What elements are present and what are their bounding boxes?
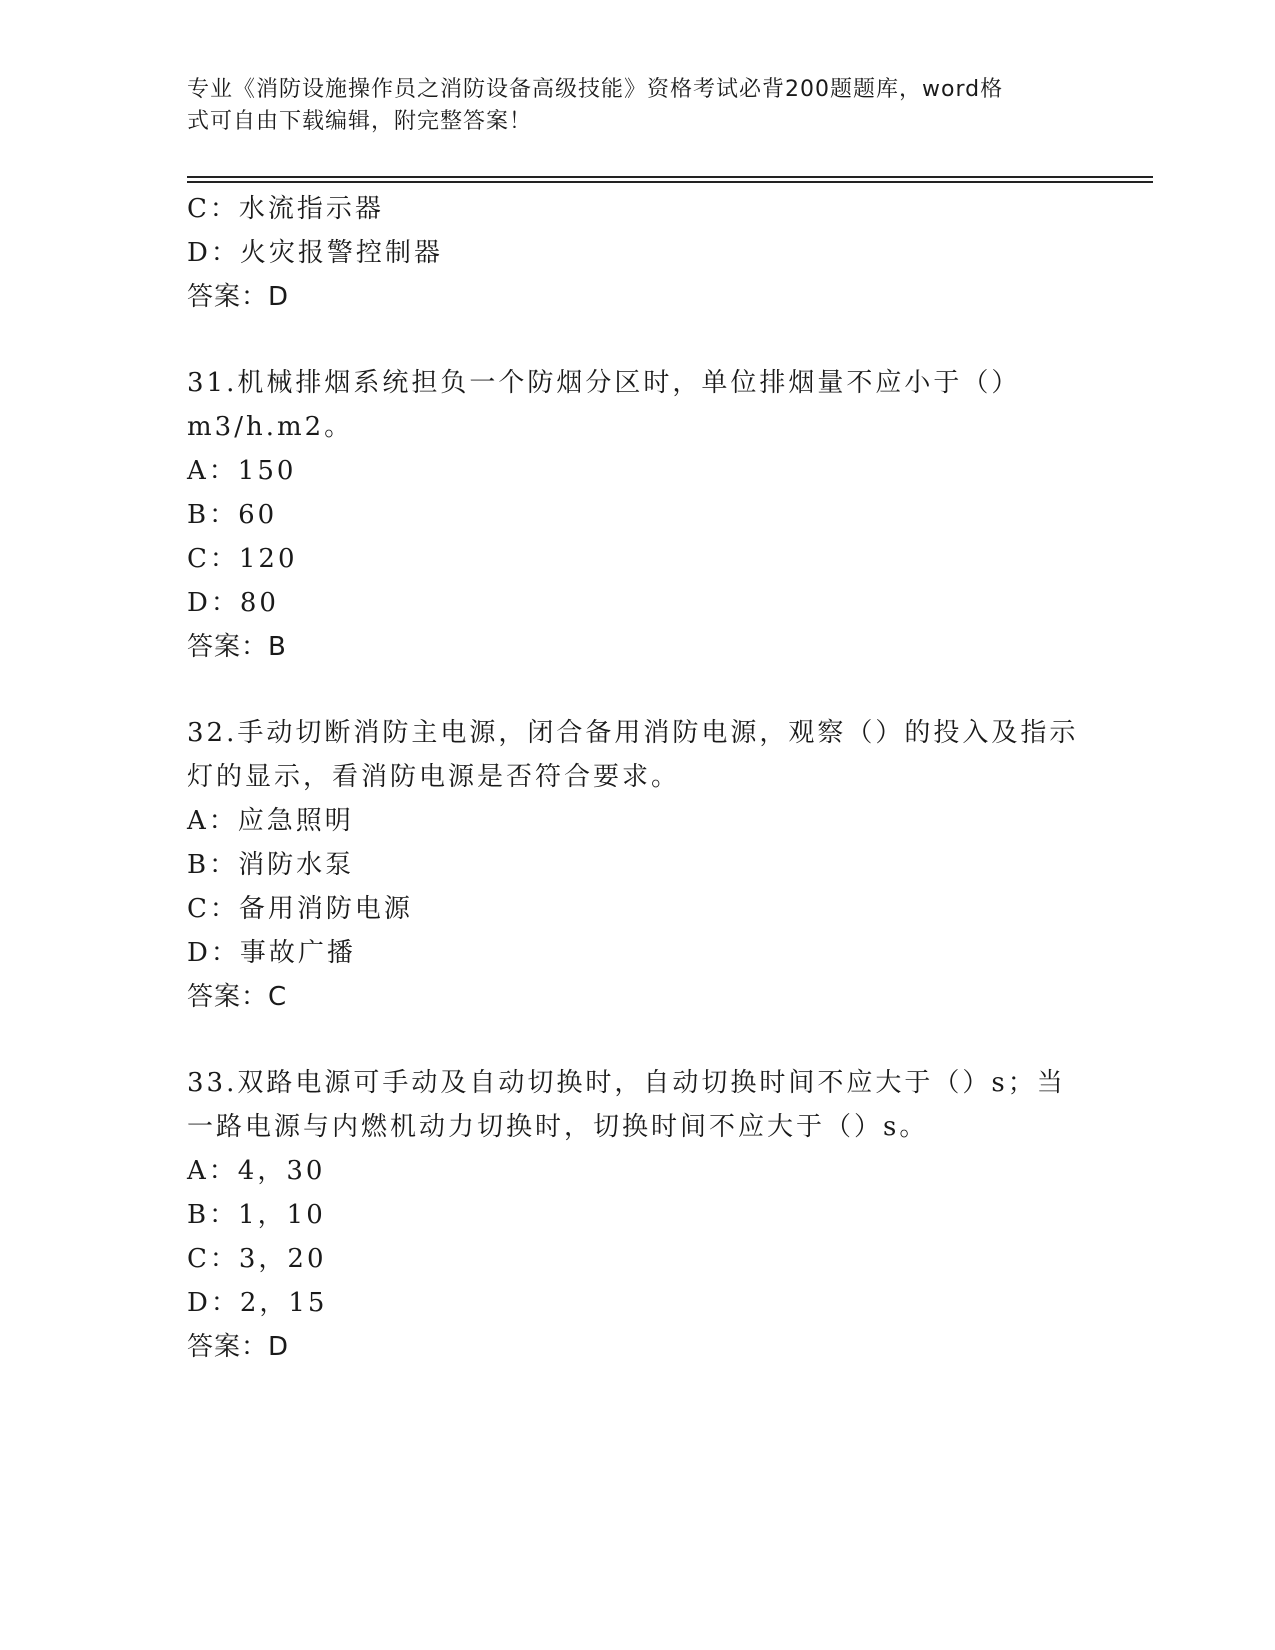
- q32-stem-line-1: 32.手动切断消防主电源，闭合备用消防电源，观察（）的投入及指示: [187, 718, 1079, 748]
- q33-stem-line-2: 一路电源与内燃机动力切换时，切换时间不应大于（）s。: [187, 1112, 929, 1142]
- q33-answer: 答案：D: [187, 1332, 290, 1362]
- q31-option-c: C：120: [187, 544, 298, 574]
- prev-answer: 答案：D: [187, 282, 290, 312]
- q33-option-a: A：4，30: [187, 1156, 326, 1186]
- q31-option-d: D：80: [187, 588, 279, 618]
- q33-stem-line-1: 33.双路电源可手动及自动切换时，自动切换时间不应大于（）s；当: [187, 1068, 1066, 1098]
- q33-option-c: C：3，20: [187, 1244, 327, 1274]
- q31-stem-line-2: m3/h.m2。: [187, 412, 354, 442]
- q32-option-b: B：消防水泵: [187, 850, 355, 880]
- q33-option-b: B：1，10: [187, 1200, 326, 1230]
- q31-stem-line-1: 31.机械排烟系统担负一个防烟分区时，单位排烟量不应小于（）: [187, 368, 1021, 398]
- q32-answer: 答案：C: [187, 982, 288, 1012]
- header-divider-top: [187, 176, 1153, 178]
- q31-answer: 答案：B: [187, 632, 287, 662]
- q31-option-b: B：60: [187, 500, 278, 530]
- q31-option-a: A：150: [187, 456, 297, 486]
- prev-option-c: C：水流指示器: [187, 194, 384, 224]
- q33-option-d: D：2，15: [187, 1288, 328, 1318]
- q32-option-d: D：事故广播: [187, 938, 356, 968]
- prev-option-d: D：火灾报警控制器: [187, 238, 443, 268]
- header-divider-bottom: [187, 181, 1153, 183]
- header-line-1: 专业《消防设施操作员之消防设备高级技能》资格考试必背200题题库，word格: [187, 77, 1004, 102]
- q32-option-c: C：备用消防电源: [187, 894, 413, 924]
- header-line-2: 式可自由下载编辑，附完整答案！: [187, 109, 533, 134]
- document-header: [187, 74, 1067, 138]
- q32-option-a: A：应急照明: [187, 806, 354, 836]
- q32-stem-line-2: 灯的显示，看消防电源是否符合要求。: [187, 762, 681, 792]
